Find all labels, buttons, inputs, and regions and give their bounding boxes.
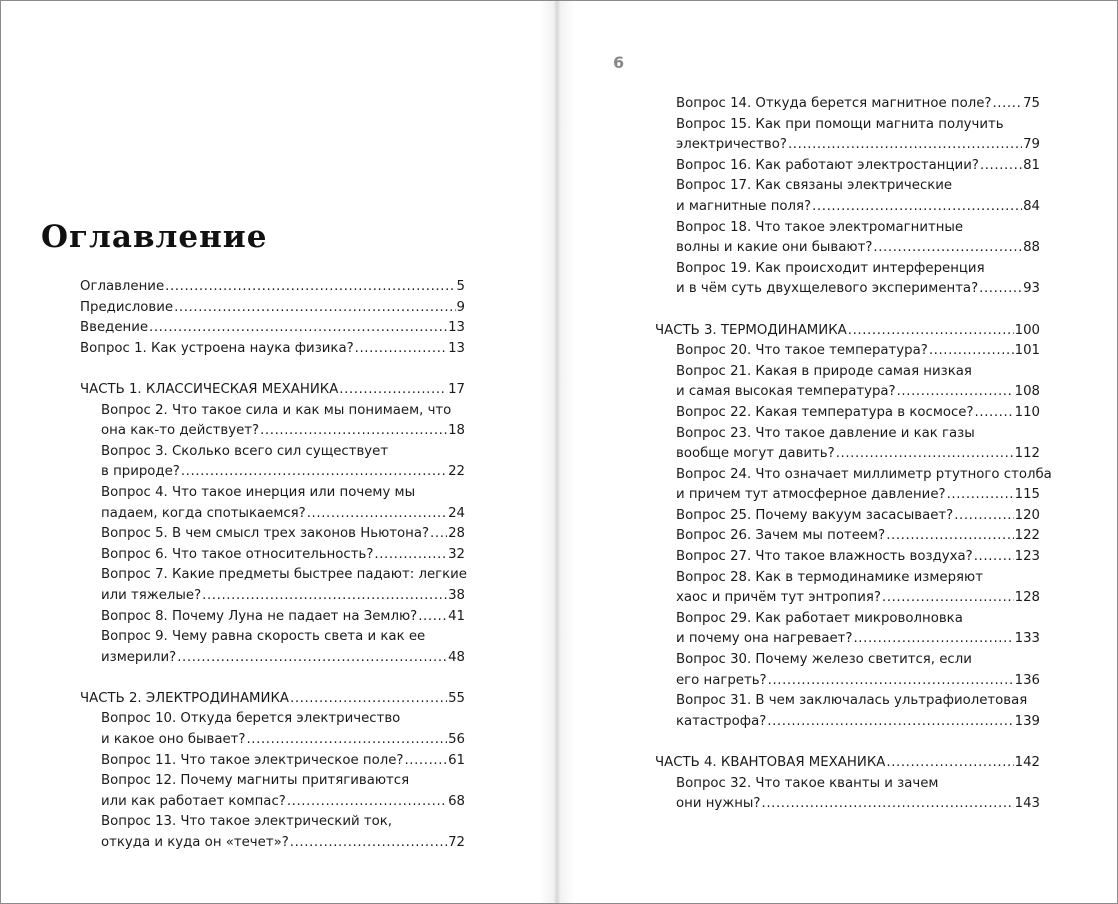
toc-entry[interactable]: Вопрос 17. Как связаны электрические и магнитные поля? ..... 84 (655, 176, 1040, 217)
toc-entry[interactable]: Введение ..... 13 (80, 318, 465, 339)
toc-entry[interactable]: Вопрос 27. Что такое влажность воздуха? ..... 123 (655, 547, 1040, 568)
toc-entry[interactable]: Вопрос 23. Что такое давление и как газы вообще могут давить? ..... 112 (655, 424, 1040, 465)
section-spacer (655, 732, 1040, 753)
toc-entry[interactable]: Вопрос 25. Почему вакуум засасывает? ..... 120 (655, 506, 1040, 527)
toc-entry[interactable]: Вопрос 1. Как устроена наука физика? ..... 13 (80, 339, 465, 360)
toc-entry[interactable]: Вопрос 24. Что означает миллиметр ртутного столба и причем тут атмосферное давление? ..... 115 (655, 465, 1040, 506)
toc-entry[interactable]: Вопрос 6. Что такое относительность? ..... 32 (80, 545, 465, 566)
toc-entry[interactable]: Вопрос 5. В чем смысл трех законов Ньютона? ..... 28 (80, 524, 465, 545)
toc-part-heading[interactable]: ЧАСТЬ 4. КВАНТОВАЯ МЕХАНИКА ..... 142 (655, 753, 1040, 774)
toc-entry[interactable]: Вопрос 2. Что такое сила и как мы понимаем, что она как-то действует? ..... 18 (80, 401, 465, 442)
toc-entry[interactable]: Вопрос 29. Как работает микроволновка и почему она нагревает? ..... 133 (655, 609, 1040, 650)
toc-part-heading[interactable]: ЧАСТЬ 3. ТЕРМОДИНАМИКА ..... 100 (655, 321, 1040, 342)
toc-entry[interactable]: Вопрос 18. Что такое электромагнитные волны и какие они бывают? ..... 88 (655, 218, 1040, 259)
toc-part-heading[interactable]: ЧАСТЬ 1. КЛАССИЧЕСКАЯ МЕХАНИКА ..... 17 (80, 380, 465, 401)
toc-entry[interactable]: Вопрос 13. Что такое электрический ток, откуда и куда он «течет»? ..... 72 (80, 812, 465, 853)
toc-entry[interactable]: Вопрос 32. Что такое кванты и зачем они нужны? ..... 143 (655, 774, 1040, 815)
toc-right-column (655, 94, 1052, 815)
toc-entry[interactable]: Вопрос 30. Почему железо светится, если его нагреть? ..... 136 (655, 650, 1040, 691)
toc-entry[interactable]: Вопрос 16. Как работают электростанции? ..... 81 (655, 156, 1040, 177)
toc-entry[interactable]: Предисловие ..... 9 (80, 298, 465, 319)
toc-entry[interactable]: Вопрос 20. Что такое температура? ..... 101 (655, 341, 1040, 362)
toc-entry[interactable]: Вопрос 22. Какая температура в космосе? ..... 110 (655, 403, 1040, 424)
section-spacer (80, 668, 465, 689)
toc-entry[interactable]: Вопрос 15. Как при помощи магнита получить электричество? ..... 79 (655, 115, 1040, 156)
left-page (1, 1, 557, 903)
toc-entry[interactable]: Вопрос 21. Какая в природе самая низкая и самая высокая температура? ..... 108 (655, 362, 1040, 403)
toc-entry[interactable]: Вопрос 19. Как происходит интерференция и в чём суть двухщелевого эксперимента? ..... 93 (655, 259, 1040, 300)
toc-entry[interactable]: Вопрос 4. Что такое инерция или почему мы падаем, когда спотыкаемся? ..... 24 (80, 483, 465, 524)
toc-left-column (80, 277, 465, 854)
toc-part-heading[interactable]: ЧАСТЬ 2. ЭЛЕКТРОДИНАМИКА ..... 55 (80, 689, 465, 710)
toc-entry[interactable]: Вопрос 10. Откуда берется электричество и какое оно бывает? ..... 56 (80, 709, 465, 750)
toc-entry[interactable]: Вопрос 14. Откуда берется магнитное поле? ..... 75 (655, 94, 1040, 115)
section-spacer (80, 359, 465, 380)
book-gutter-shadow (539, 1, 575, 903)
page-title: Оглавление (41, 219, 268, 255)
toc-entry[interactable]: Вопрос 9. Чему равна скорость света и как ее измерили? ..... 48 (80, 627, 465, 668)
toc-entry[interactable]: Вопрос 7. Какие предметы быстрее падают: легкие или тяжелые? ..... 38 (80, 565, 465, 606)
toc-entry[interactable]: Вопрос 3. Сколько всего сил существует в природе? ..... 22 (80, 442, 465, 483)
toc-entry[interactable]: Вопрос 12. Почему магниты притягиваются или как работает компас? ..... 68 (80, 771, 465, 812)
section-spacer (655, 300, 1040, 321)
toc-entry[interactable]: Вопрос 26. Зачем мы потеем? ..... 122 (655, 526, 1040, 547)
toc-entry[interactable]: Оглавление ..... 5 (80, 277, 465, 298)
toc-entry[interactable]: Вопрос 28. Как в термодинамике измеряют хаос и причём тут энтропия? ..... 128 (655, 568, 1040, 609)
toc-entry[interactable]: Вопрос 31. В чем заключалась ультрафиолетовая катастрофа? ..... 139 (655, 691, 1040, 732)
page-number: 6 (613, 53, 625, 72)
toc-entry[interactable]: Вопрос 8. Почему Луна не падает на Землю? ..... 41 (80, 607, 465, 628)
toc-entry[interactable]: Вопрос 11. Что такое электрическое поле? ..... 61 (80, 751, 465, 772)
